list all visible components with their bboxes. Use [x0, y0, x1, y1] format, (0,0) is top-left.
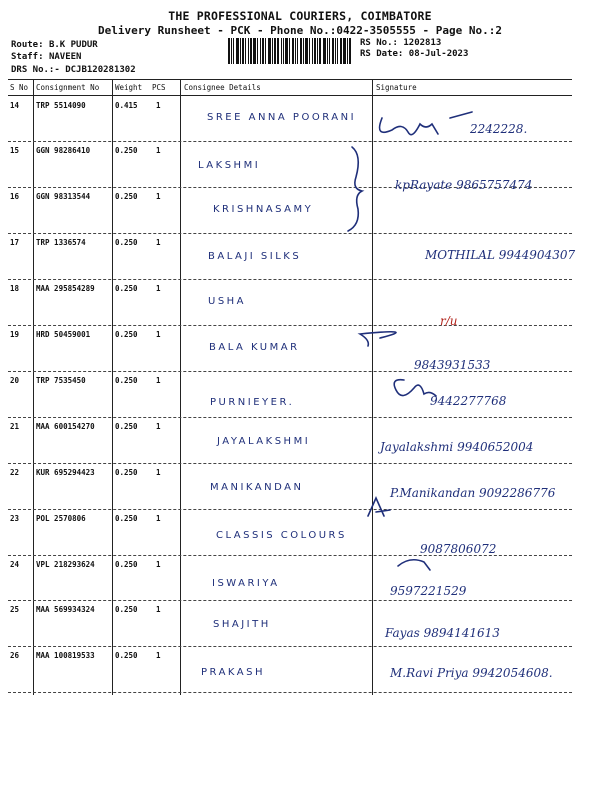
cell-pcs: 1: [156, 514, 161, 523]
handwritten-signature: r/u: [440, 314, 458, 328]
cell-pcs: 1: [156, 192, 161, 201]
handwritten-signature: 9597221529: [390, 584, 467, 598]
cell-consignment: TRP 5514090: [36, 101, 86, 110]
cell-pcs: 1: [156, 330, 161, 339]
cell-consignment: MAA 600154270: [36, 422, 95, 431]
cell-pcs: 1: [156, 284, 161, 293]
cell-sno: 15: [10, 146, 20, 155]
column-header-consignment: Consignment No: [36, 83, 100, 92]
handwritten-signature: kpRayate 9865757474: [395, 178, 533, 192]
cell-sno: 22: [10, 468, 20, 477]
handwritten-consignee: LAKSHMI: [198, 160, 261, 171]
handwritten-signature: 2242228.: [470, 122, 528, 136]
handwritten-consignee: MANIKANDAN: [210, 482, 304, 493]
cell-weight: 0.250: [115, 238, 138, 247]
route-label: Route:: [11, 40, 44, 50]
drs-value: DCJB120281302: [65, 65, 136, 75]
cell-consignment: KUR 695294423: [36, 468, 95, 477]
cell-weight: 0.250: [115, 514, 138, 523]
handwritten-consignee: KRISHNASAMY: [213, 204, 314, 215]
document-title: THE PROFESSIONAL COURIERS, COIMBATORE: [168, 9, 432, 23]
cell-consignment: MAA 100819533: [36, 651, 95, 660]
cell-sno: 18: [10, 284, 20, 293]
column-header-sno: S No: [10, 83, 29, 92]
cell-sno: 16: [10, 192, 20, 201]
cell-pcs: 1: [156, 238, 161, 247]
cell-weight: 0.250: [115, 422, 138, 431]
handwritten-signature: P.Manikandan 9092286776: [390, 486, 556, 500]
cell-pcs: 1: [156, 422, 161, 431]
cell-pcs: 1: [156, 101, 161, 110]
column-header-weight: Weight: [115, 83, 143, 92]
cell-pcs: 1: [156, 651, 161, 660]
cell-pcs: 1: [156, 376, 161, 385]
handwritten-signature: 9442277768: [430, 394, 507, 408]
cell-sno: 20: [10, 376, 20, 385]
handwritten-consignee: ISWARIYA: [212, 578, 280, 589]
cell-weight: 0.250: [115, 376, 138, 385]
handwritten-consignee: SREE ANNA POORANI: [207, 112, 357, 123]
handwritten-signature: MOTHILAL 9944904307: [425, 248, 576, 262]
column-header-pcs: PCS: [152, 83, 166, 92]
cell-sno: 24: [10, 560, 20, 569]
staff-value: NAVEEN: [48, 52, 82, 62]
cell-weight: 0.250: [115, 146, 138, 155]
handwritten-signature: Fayas 9894141613: [385, 626, 500, 640]
column-header-signature: Signature: [376, 83, 417, 92]
cell-pcs: 1: [156, 468, 161, 477]
cell-weight: 0.250: [115, 651, 138, 660]
column-header-consignee: Consignee Details: [184, 83, 261, 92]
cell-consignment: MAA 295854289: [36, 284, 95, 293]
cell-consignment: TRP 1336574: [36, 238, 86, 247]
handwritten-consignee: BALAJI SILKS: [208, 251, 302, 262]
cell-weight: 0.250: [115, 330, 138, 339]
cell-sno: 25: [10, 605, 20, 614]
staff-label: Staff:: [11, 52, 44, 62]
rs-date-value: 08-Jul-2023: [408, 49, 469, 59]
handwritten-signature: 9843931533: [414, 358, 491, 372]
cell-sno: 26: [10, 651, 20, 660]
route-value: B.K PUDUR: [48, 40, 98, 50]
cell-weight: 0.250: [115, 468, 138, 477]
cell-consignment: VPL 218293624: [36, 560, 95, 569]
drs-label: DRS No.:-: [11, 65, 60, 75]
cell-consignment: HRD 50459001: [36, 330, 91, 339]
handwritten-signature: M.Ravi Priya 9942054608.: [390, 666, 553, 680]
cell-consignment: GGN 98286410: [36, 146, 91, 155]
handwritten-signature: 9087806072: [420, 542, 497, 556]
cell-sno: 19: [10, 330, 20, 339]
cell-weight: 0.250: [115, 560, 138, 569]
handwritten-consignee: USHA: [208, 296, 247, 307]
handwritten-consignee: JAYALAKSHMI: [217, 436, 311, 447]
handwritten-consignee: PURNIEYER.: [210, 397, 295, 408]
cell-sno: 23: [10, 514, 20, 523]
cell-consignment: MAA 569934324: [36, 605, 95, 614]
cell-pcs: 1: [156, 146, 161, 155]
handwritten-consignee: SHAJITH: [213, 619, 271, 630]
rs-no-label: RS No.:: [360, 38, 398, 48]
cell-sno: 17: [10, 238, 20, 247]
cell-sno: 14: [10, 101, 20, 110]
handwritten-consignee: BALA KUMAR: [209, 342, 300, 353]
rs-no-value: 1202813: [403, 38, 442, 48]
cell-weight: 0.415: [115, 101, 138, 110]
handwritten-signature: Jayalakshmi 9940652004: [380, 440, 534, 454]
handwritten-consignee: PRAKASH: [201, 667, 266, 678]
cell-weight: 0.250: [115, 605, 138, 614]
cell-sno: 21: [10, 422, 20, 431]
rs-date-label: RS Date:: [360, 49, 404, 59]
cell-weight: 0.250: [115, 192, 138, 201]
handwritten-consignee: CLASSIS COLOURS: [216, 530, 347, 541]
cell-pcs: 1: [156, 560, 161, 569]
cell-weight: 0.250: [115, 284, 138, 293]
document-subtitle: Delivery Runsheet - PCK - Phone No.:0422-3505555 - Page No.:2: [98, 24, 502, 37]
cell-consignment: GGN 98313544: [36, 192, 91, 201]
cell-pcs: 1: [156, 605, 161, 614]
cell-consignment: TRP 7535450: [36, 376, 86, 385]
cell-consignment: POL 2570806: [36, 514, 86, 523]
